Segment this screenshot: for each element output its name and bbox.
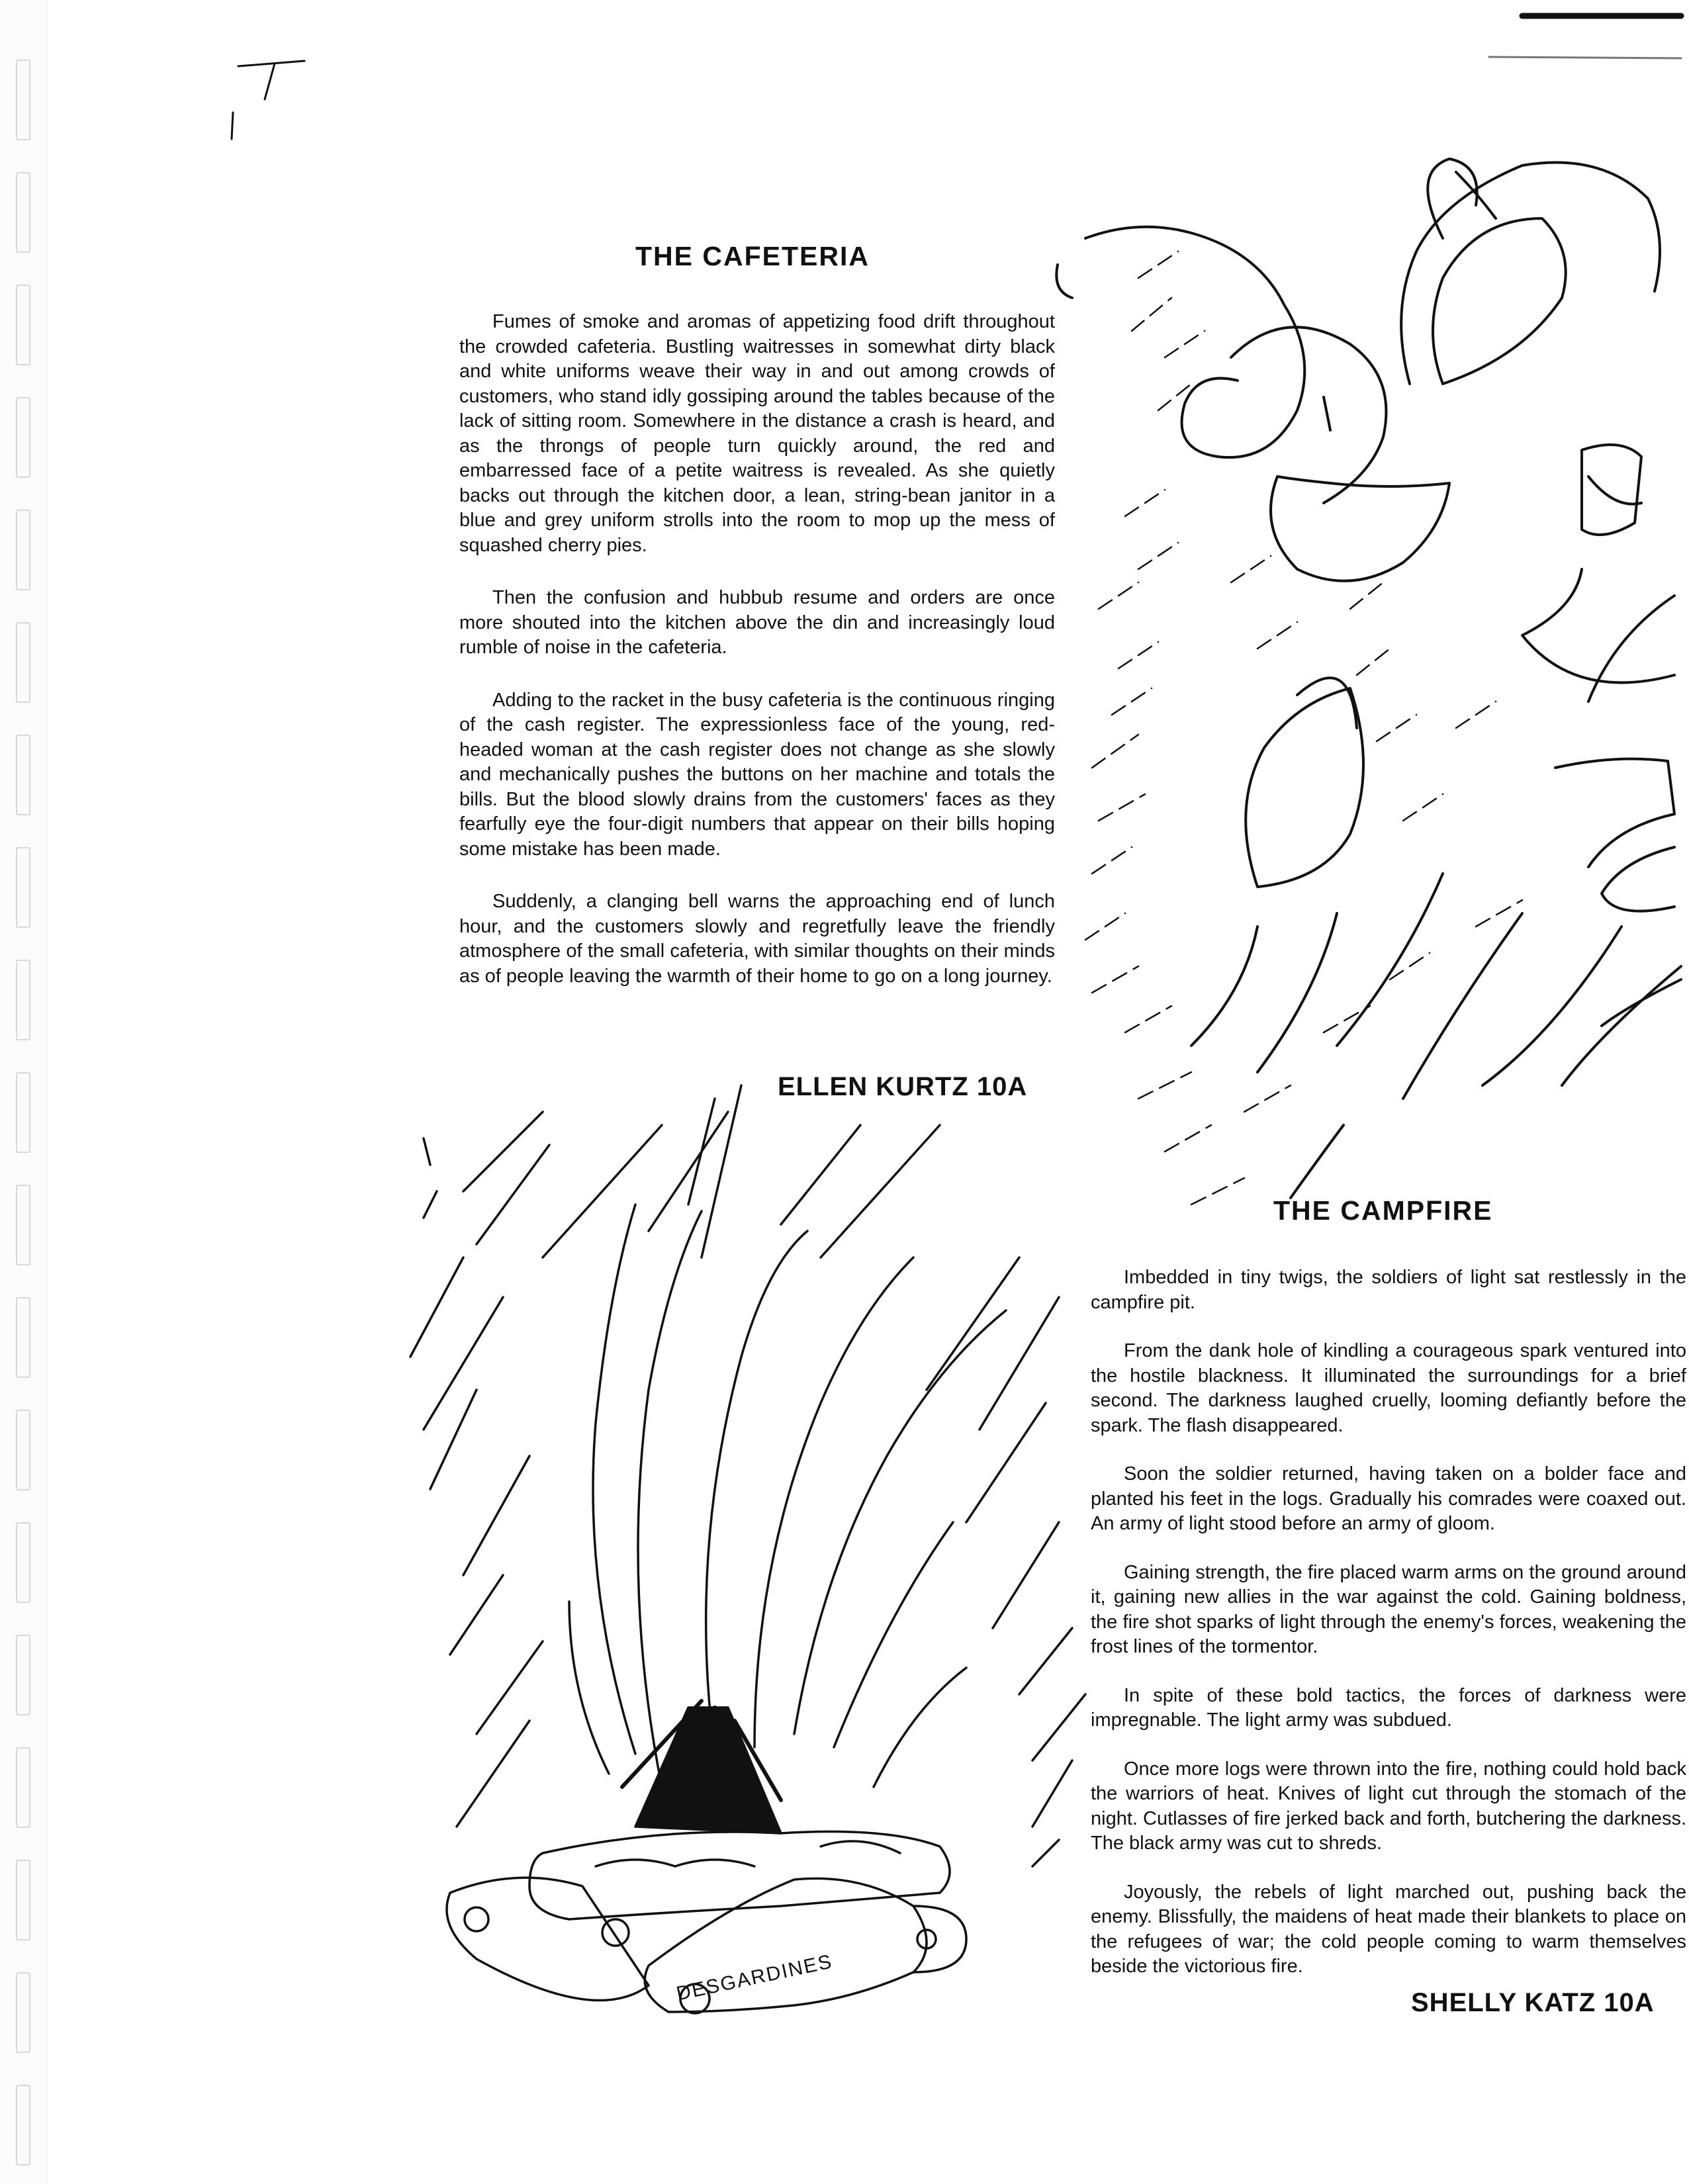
- cafeteria-body: [459, 310, 1055, 1017]
- campfire-paragraph: Soon the soldier returned, having taken on a bolder face and planted his feet in the logs. Gradually his comrades were coaxed out. An army of light stood before an army of gloom.: [1091, 1463, 1686, 1534]
- cafeteria-paragraph: Fumes of smoke and aromas of appetizing food drift throughout the crowded cafeteria. Bustling waitresses in somewhat dirty black and white uniforms weave their way in and out among crowds of customers, who stand idly gossiping around the tables because of the lack of sitting room. Somewhere in the distance a crash is heard, and as the throngs of people turn quickly around, the red and embarressed face of a petite waitress is revealed. As she quietly backs out through the kitchen door, a lean, string-bean janitor in a blue and grey uniform strolls into the room to mop up the mess of squashed cherry pies.: [459, 311, 1055, 556]
- campfire-title: THE CAMPFIRE: [1273, 1195, 1493, 1226]
- campfire-body: [1091, 1265, 1686, 2003]
- campfire-paragraph: Gaining strength, the fire placed warm arms on the ground around it, gaining new allies in the war against the cold. Gaining boldness, the fire shot sparks of light through the enemy's forces, weakening the frost lines of the tormentor.: [1091, 1561, 1686, 1657]
- campfire-paragraph: Once more logs were thrown into the fire, nothing could hold back the warriors of heat. Knives of light cut through the stomach of the night. Cutlasses of fire jerked back and forth, butchering the darkness. The black army was cut to shreds.: [1091, 1758, 1686, 1854]
- campfire-author: SHELLY KATZ 10A: [1411, 1988, 1655, 2017]
- campfire-paragraph: From the dank hole of kindling a courageous spark ventured into the hostile blackness. It illuminated the surroundings for a brief second. The darkness laughed cruelly, looming defiantly before the spark. The flash disappeared.: [1091, 1340, 1686, 1436]
- campfire-paragraph: Imbedded in tiny twigs, the soldiers of light sat restlessly in the campfire pit.: [1091, 1267, 1686, 1313]
- campfire-paragraph: In spite of these bold tactics, the forces of darkness were impregnable. The light army was subdued.: [1091, 1684, 1686, 1731]
- cafeteria-author: ELLEN KURTZ 10A: [778, 1072, 1028, 1101]
- cafeteria-paragraph: Adding to the racket in the busy cafeteria is the continuous ringing of the cash register. The expressionless face of the young, red-headed woman at the cash register does not change as she slowly and mechanically pushes the buttons on her machine and totals the bills. But the blood slowly drains from the customers' faces as they fearfully eye the four-digit numbers that appear on their bills hoping some mistake has been made.: [459, 689, 1055, 860]
- leaves-drawing: [1056, 159, 1681, 1205]
- scan-marks: [232, 16, 1681, 139]
- illustration-signature: DESGARDINES: [674, 1950, 835, 2005]
- campfire-drawing: [410, 1085, 1085, 2013]
- cafeteria-paragraph: Then the confusion and hubbub resume and orders are once more shouted into the kitchen above the din and increasingly loud rumble of noise in the cafeteria.: [459, 587, 1055, 658]
- cafeteria-paragraph: Suddenly, a clanging bell warns the approaching end of lunch hour, and the customers slowly and regretfully leave the friendly atmosphere of the small cafeteria, with similar thoughts on their minds as of people leaving the warmth of their home to go on a long journey.: [459, 891, 1055, 987]
- campfire-paragraph: Joyously, the rebels of light marched out, pushing back the enemy. Blissfully, the maidens of heat made their blankets to place on the refugees of war; the cold people coming to warm themselves beside the victorious fire.: [1091, 1881, 1686, 1977]
- cafeteria-title: THE CAFETERIA: [635, 241, 870, 271]
